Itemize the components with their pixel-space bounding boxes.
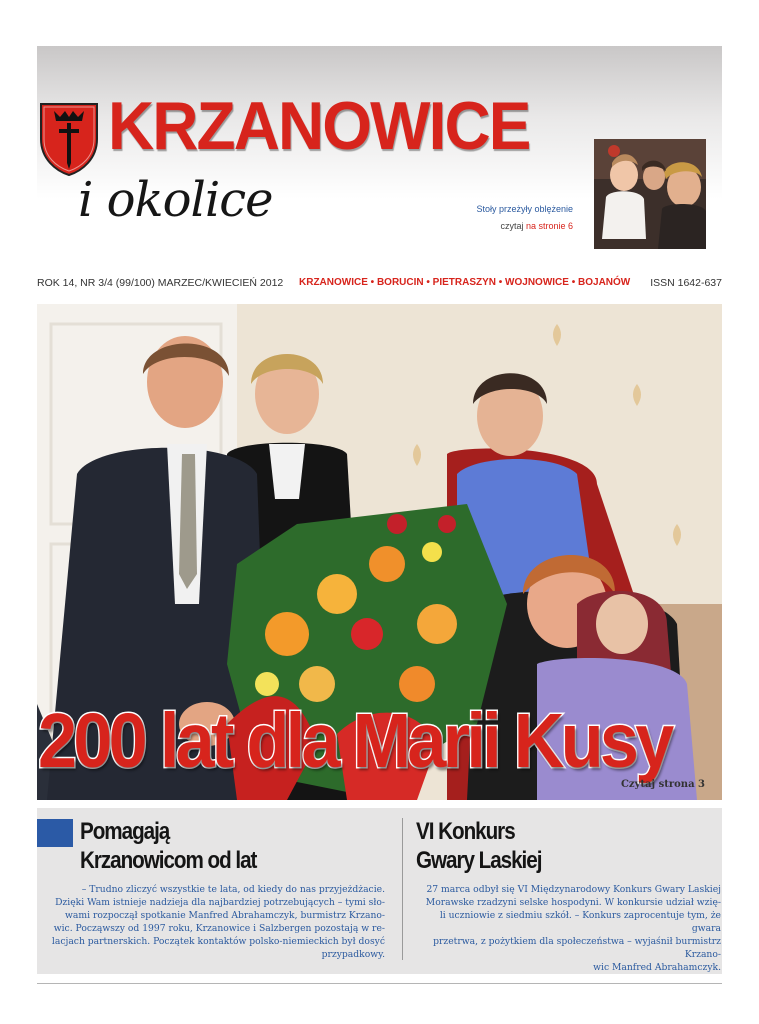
article-2-line: li uczniowie z siedmiu szkół. – Konkurs zaprocentuje tym, że gwara	[439, 910, 721, 934]
magazine-title: KRZANOWICE	[108, 88, 530, 164]
footer-rule	[37, 983, 722, 984]
article-1-line: lacjach partnerskich. Początek kontaktów polsko-niemieckich był dosyć	[51, 936, 385, 947]
read-more-link[interactable]: Czytaj strona 3	[620, 779, 705, 790]
localities-list: KRZANOWICE • BORUCIN • PIETRASZYN • WOJNOWICE • BOJANÓW	[299, 277, 631, 288]
article-2-title-line2: Gwary Laskiej	[416, 847, 542, 874]
cover-headline[interactable]: 200 lat dla Marii Kusy	[38, 698, 671, 784]
article-1-line: – Trudno zliczyć wszystkie te lata, od kiedy do nas przyjeżdżacie.	[81, 884, 385, 895]
article-1-title[interactable]	[80, 817, 256, 875]
teaser-headline: Stoły przeżyły oblężenie	[476, 204, 573, 214]
magazine-subtitle: i okolice	[78, 172, 273, 228]
teaser-photo	[594, 139, 706, 249]
column-divider	[402, 818, 403, 960]
issue-info: ROK 14, NR 3/4 (99/100) MARZEC/KWIECIEŃ 2012	[37, 277, 284, 289]
article-2-line: przetrwa, z pożytkiem dla społeczeństwa – wyjaśnił burmistrz Krzano-	[433, 936, 721, 960]
article-1-line: Dzięki Wam istnieje nadzieja dla najbardziej potrzebujących – tymi sło-	[55, 897, 385, 908]
teaser-read-label: czytaj	[500, 221, 524, 231]
teaser-page-label: na stronie 6	[525, 221, 573, 231]
section-marker	[37, 819, 73, 847]
article-2-body	[416, 883, 721, 974]
article-1-line: wami rozpoczął spotkanie Manfred Abrahamczyk, burmistrz Krzano-	[65, 910, 385, 921]
cover-teaser[interactable]	[476, 201, 573, 235]
article-1-title-line1: Pomagają	[80, 818, 170, 845]
coat-of-arms-icon	[38, 101, 100, 177]
article-2-title[interactable]	[416, 817, 541, 875]
article-1-line: przypadkowy.	[321, 949, 385, 960]
article-1-title-line2: Krzanowicom od lat	[80, 847, 257, 874]
issn-number: ISSN 1642-637	[650, 277, 722, 289]
article-1-body	[40, 883, 385, 961]
article-1-line: wic. Począwszy od 1997 roku, Krzanowice i Salzbergen pozostają w re-	[53, 923, 385, 934]
article-2-line: wic Manfred Abrahamczyk.	[593, 962, 721, 973]
article-2-line: 27 marca odbył się VI Międzynarodowy Konkurs Gwary Laskiej	[426, 884, 721, 895]
article-2-line: Morawske rzadzyni selske hospodyni. W konkursie udział wzię-	[425, 897, 721, 908]
article-2-title-line1: VI Konkurs	[416, 818, 515, 845]
